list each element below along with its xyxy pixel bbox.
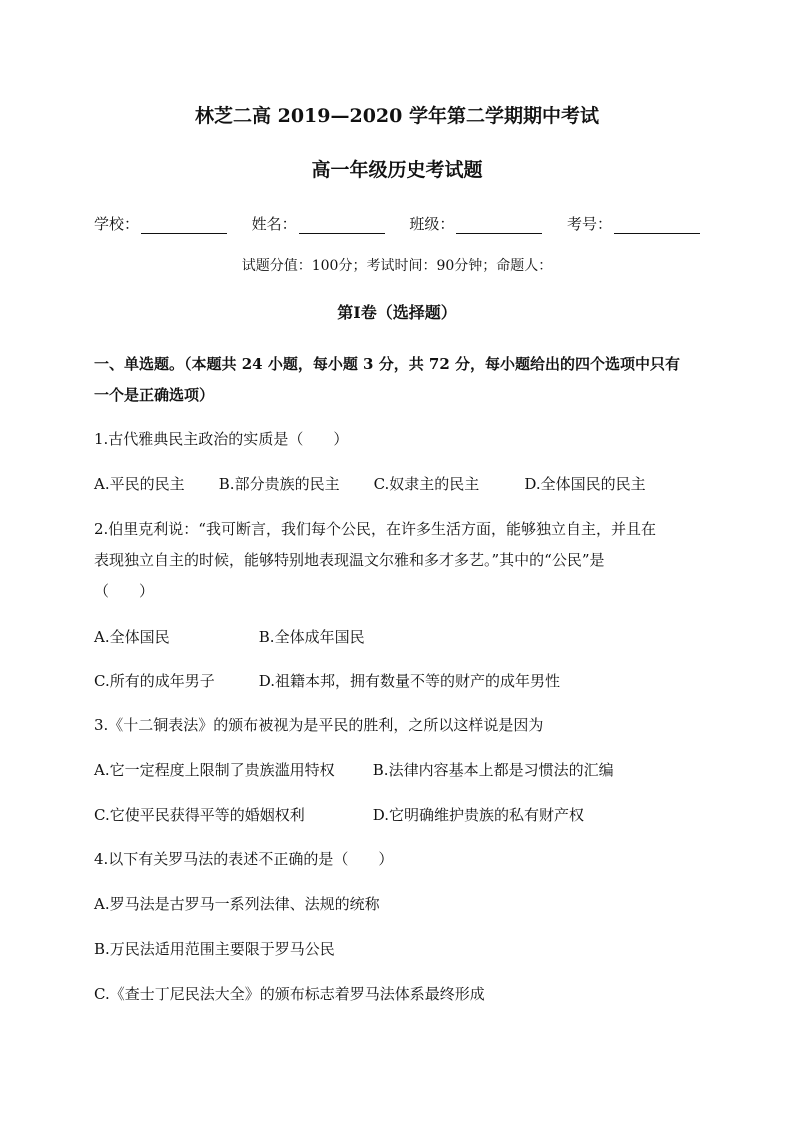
number-label: 考号： <box>566 215 612 233</box>
question-4-stem: 4.以下有关罗马法的表述不正确的是（ ） <box>94 850 394 868</box>
question-2-stem-line-2: 表现独立自主的时候，能够特别地表现温文尔雅和多才多艺。”其中的“公民”是 <box>94 551 605 569</box>
exam-subtitle: 高一年级历史考试题 <box>311 159 483 181</box>
q2-option-a: A.全体国民 <box>94 628 170 646</box>
section-title: 第Ⅰ卷（选择题） <box>337 303 457 322</box>
q1-option-a: A.平民的民主 <box>94 475 185 493</box>
question-2-options-row-1 <box>94 627 365 647</box>
q1-option-c: C.奴隶主的民主 <box>373 475 480 493</box>
class-blank <box>456 217 542 234</box>
question-2-stem-line-1: 2.伯里克利说：“我可断言，我们每个公民，在许多生活方面，能够独立自主，并且在 <box>94 520 656 538</box>
number-blank <box>614 217 700 234</box>
q1-option-d: D.全体国民的民主 <box>524 475 646 493</box>
question-1-stem: 1.古代雅典民主政治的实质是（ ） <box>94 430 349 448</box>
exam-meta: 试题分值：100分；考试时间：90分钟；命题人： <box>241 258 553 274</box>
question-2-options-row-2 <box>94 671 560 691</box>
q4-option-b: B.万民法适用范围主要限于罗马公民 <box>94 940 335 958</box>
q3-option-a: A.它一定程度上限制了贵族滥用特权 <box>94 761 335 779</box>
school-blank <box>141 217 227 234</box>
q3-option-b: B.法律内容基本上都是习惯法的汇编 <box>372 761 614 779</box>
name-field <box>252 210 385 234</box>
q2-option-c: C.所有的成年男子 <box>94 672 215 690</box>
q3-option-c: C.它使平民获得平等的婚姻权利 <box>94 806 305 824</box>
school-label: 学校： <box>94 215 140 233</box>
instructions-line-1: 一、单选题。（本题共 24 小题，每小题 3 分，共 72 分，每小题给出的四个选项中只有 <box>94 355 681 373</box>
question-3-options-row-2 <box>94 805 584 825</box>
number-field <box>567 210 700 234</box>
class-label: 班级： <box>409 215 455 233</box>
question-3-stem: 3.《十二铜表法》的颁布被视为是平民的胜利，之所以这样说是因为 <box>94 716 544 734</box>
instructions-line-2: 一个是正确选项） <box>94 386 215 404</box>
q3-option-d: D.它明确维护贵族的私有财产权 <box>372 806 585 824</box>
student-info-row <box>94 210 700 234</box>
q1-option-b: B.部分贵族的民主 <box>218 475 340 493</box>
q2-option-d: D.祖籍本邦，拥有数量不等的财产的成年男性 <box>258 672 561 690</box>
question-2-stem-line-3: （ ） <box>94 582 155 600</box>
q4-option-c: C.《查士丁尼民法大全》的颁布标志着罗马法体系最终形成 <box>94 985 485 1003</box>
question-3-options-row-1 <box>94 760 614 780</box>
name-blank <box>299 217 385 234</box>
school-field <box>94 210 227 234</box>
q4-option-a: A.罗马法是古罗马一系列法律、法规的统称 <box>94 895 380 913</box>
question-1-options <box>94 474 646 494</box>
exam-title: 林芝二高 2019—2020 学年第二学期期中考试 <box>195 105 599 127</box>
class-field <box>409 210 542 234</box>
q2-option-b: B.全体成年国民 <box>258 628 365 646</box>
name-label: 姓名： <box>251 215 297 233</box>
